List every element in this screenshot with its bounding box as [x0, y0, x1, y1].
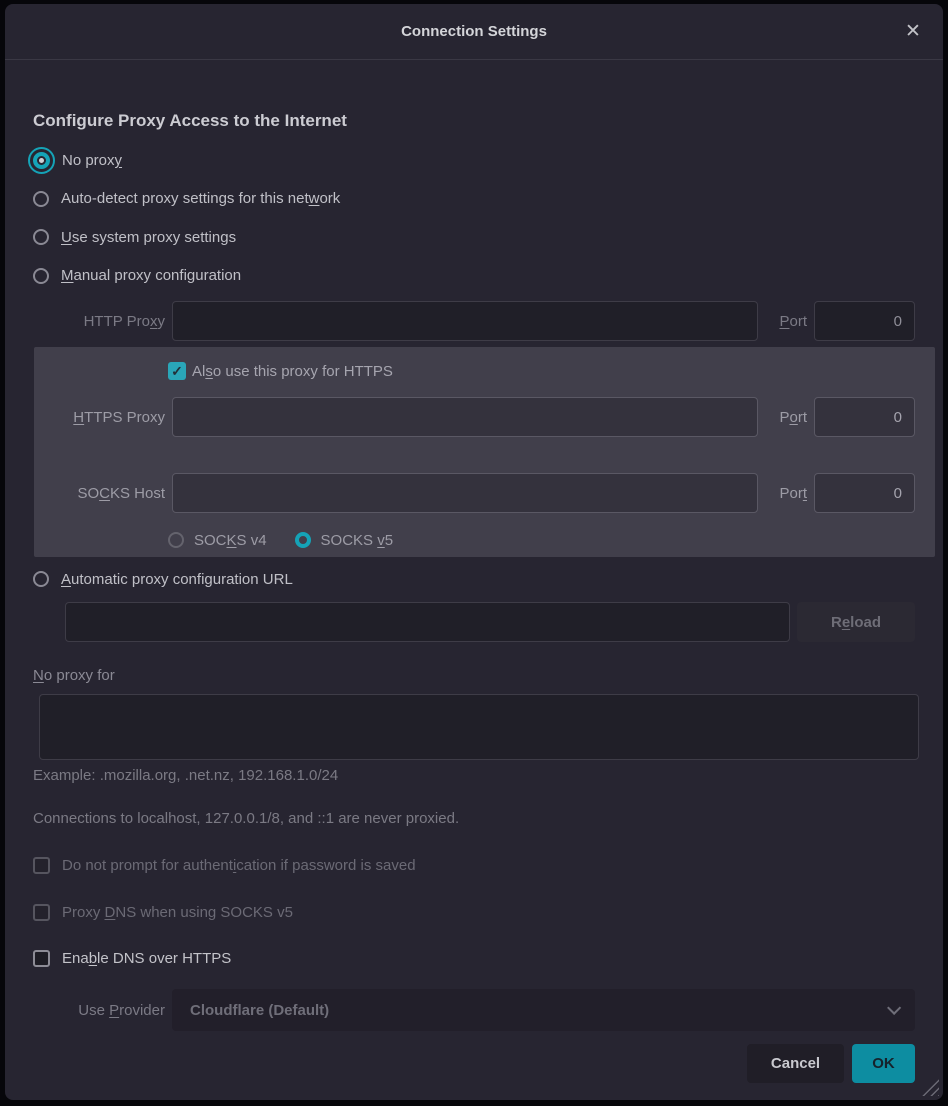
checkbox-enable-doh[interactable]	[28, 947, 915, 969]
use-provider-label: Use Provider	[78, 1001, 165, 1019]
radio-unselected-icon	[33, 191, 49, 207]
radio-unselected-icon	[33, 268, 49, 284]
radio-manual-proxy[interactable]	[28, 257, 915, 296]
radio-use-system[interactable]	[28, 218, 915, 257]
connection-settings-dialog	[5, 4, 943, 1100]
https-socks-highlight-panel	[34, 347, 935, 557]
radio-selected-icon	[28, 147, 55, 174]
dialog-content	[5, 111, 943, 1083]
radio-use-system-label: Use system proxy settings	[61, 228, 237, 246]
checkbox-unchecked-icon	[33, 950, 50, 967]
checkbox-no-prompt-auth[interactable]	[28, 854, 915, 876]
https-port-input[interactable]	[814, 397, 915, 437]
http-proxy-label: HTTP Proxy	[83, 312, 165, 330]
socks-port-input[interactable]	[814, 473, 915, 513]
socks-port-label: Port	[779, 484, 807, 502]
checkbox-enable-doh-label: Enable DNS over HTTPS	[62, 949, 232, 967]
https-proxy-row	[34, 397, 915, 437]
page-title: Configure Proxy Access to the Internet	[33, 111, 347, 130]
dialog-footer	[28, 1044, 915, 1083]
http-proxy-row	[28, 301, 915, 341]
no-proxy-for-textarea[interactable]	[39, 694, 919, 760]
provider-selected-value: Cloudflare (Default)	[190, 1001, 330, 1019]
doh-provider-row	[28, 989, 915, 1031]
automatic-url-row	[28, 602, 915, 642]
http-proxy-input[interactable]	[172, 301, 758, 341]
socks-host-input[interactable]	[172, 473, 758, 513]
https-proxy-label: HTTPS Proxy	[73, 408, 165, 426]
close-icon[interactable]: ✕	[897, 16, 929, 48]
radio-no-proxy[interactable]	[28, 141, 915, 180]
checkbox-also-use-https[interactable]	[34, 360, 915, 382]
dialog-title: Connection Settings	[401, 23, 547, 40]
radio-unselected-icon	[33, 229, 49, 245]
http-port-input[interactable]	[814, 301, 915, 341]
checkbox-unchecked-icon	[33, 904, 50, 921]
socks-host-label: SOCKS Host	[77, 484, 165, 502]
checkbox-checked-icon: ✓	[168, 362, 186, 380]
checkbox-proxy-dns-socks5-label: Proxy DNS when using SOCKS v5	[62, 903, 293, 921]
checkbox-proxy-dns-socks5[interactable]	[28, 901, 915, 923]
radio-automatic-proxy-url-label: Automatic proxy configuration URL	[61, 570, 293, 588]
dialog-titlebar	[5, 4, 943, 60]
https-port-label: Port	[779, 408, 807, 426]
checkbox-unchecked-icon	[33, 857, 50, 874]
automatic-url-input[interactable]	[65, 602, 790, 642]
radio-selected-icon[interactable]	[295, 532, 311, 548]
ok-button[interactable]: OK	[852, 1044, 915, 1083]
localhost-note-text: Connections to localhost, 127.0.0.1/8, and ::1 are never proxied.	[33, 810, 460, 827]
socks-version-row	[34, 529, 915, 551]
http-port-label: Port	[779, 312, 807, 330]
radio-automatic-proxy-url[interactable]	[28, 566, 915, 592]
radio-manual-proxy-label: Manual proxy configuration	[61, 267, 242, 285]
radio-auto-detect-label: Auto-detect proxy settings for this network	[61, 190, 341, 208]
chevron-down-icon	[887, 1001, 901, 1015]
https-proxy-input[interactable]	[172, 397, 758, 437]
cancel-button[interactable]: Cancel	[747, 1044, 844, 1083]
no-proxy-for-label: No proxy for	[33, 667, 115, 684]
radio-unselected-icon	[33, 571, 49, 587]
checkbox-also-use-https-label: Also use this proxy for HTTPS	[192, 362, 393, 380]
radio-no-proxy-label: No proxy	[62, 151, 123, 169]
provider-dropdown[interactable]	[172, 989, 915, 1031]
no-proxy-example-text: Example: .mozilla.org, .net.nz, 192.168.1.0/24	[33, 767, 339, 784]
radio-unselected-icon[interactable]	[168, 532, 184, 548]
checkbox-no-prompt-auth-label: Do not prompt for authentication if password is saved	[62, 856, 416, 874]
socks-host-row	[34, 473, 915, 513]
radio-auto-detect[interactable]	[28, 180, 915, 219]
reload-button[interactable]: Reload	[797, 602, 915, 642]
radio-socks-v5-label[interactable]: SOCKS v5	[320, 531, 394, 549]
radio-socks-v4-label[interactable]: SOCKS v4	[194, 531, 267, 549]
